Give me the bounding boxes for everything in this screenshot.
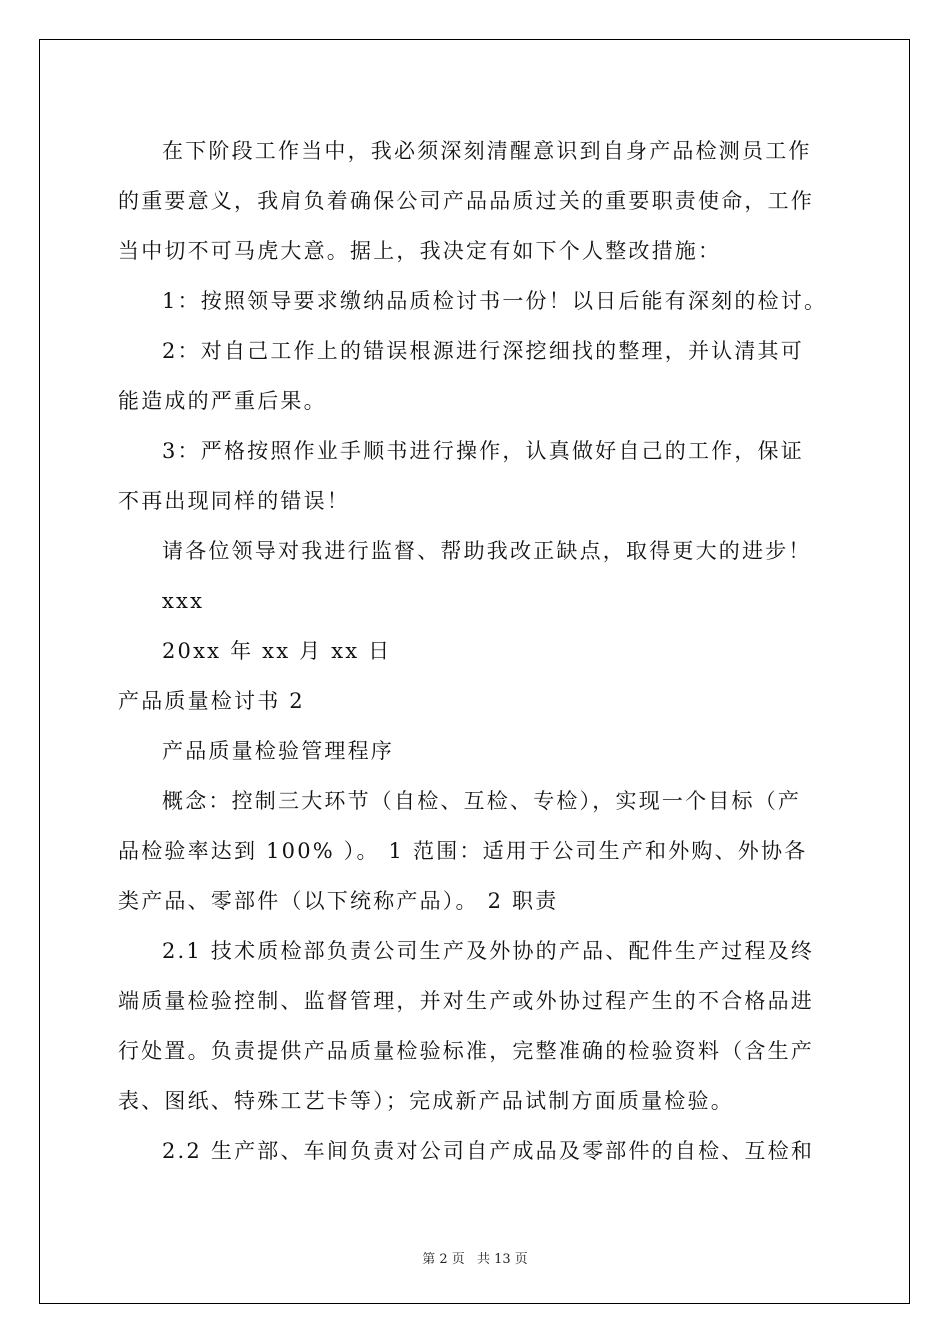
text-line: 在下阶段工作当中，我必须深刻清醒意识到自身产品检测员工作: [162, 139, 812, 163]
page-total: 共 13 页: [476, 1252, 528, 1267]
signature-date: 20xx 年 xx 月 xx 日: [162, 639, 392, 663]
text-line: 表、图纸、特殊工艺卡等）；完成新产品试制方面质量检验。: [118, 1089, 734, 1113]
text-line: 类产品、零部件（以下统称产品）。 2 职责: [118, 889, 559, 913]
text-line: 端质量检验控制、监督管理，并对生产或外协过程产生的不合格品进: [118, 989, 814, 1013]
text-line: 不再出现同样的错误！: [118, 489, 350, 513]
text-line: 行处置。负责提供产品质量检验标准，完整准确的检验资料（含生产: [118, 1039, 814, 1063]
text-line: 概念：控制三大环节（自检、互检、专检），实现一个目标（产: [162, 789, 802, 813]
subsection-title: 产品质量检验管理程序: [162, 739, 394, 763]
signature-name: xxx: [162, 589, 205, 613]
text-line: 当中切不可马虎大意。据上，我决定有如下个人整改措施：: [118, 239, 722, 263]
section-title: 产品质量检讨书 2: [118, 689, 305, 713]
page-footer: [0, 1248, 950, 1267]
text-line: 能造成的严重后果。: [118, 389, 327, 413]
text-line: 2.1 技术质检部负责公司生产及外协的产品、配件生产过程及终: [162, 939, 815, 963]
page-number: 第 2 页: [422, 1252, 465, 1267]
text-line: 请各位领导对我进行监督、帮助我改正缺点，取得更大的进步！: [162, 539, 812, 563]
text-line: 3：严格按照作业手顺书进行操作，认真做好自己的工作，保证: [162, 439, 804, 463]
text-line: 1：按照领导要求缴纳品质检讨书一份！以日后能有深刻的检讨。: [162, 289, 828, 313]
text-line: 2.2 生产部、车间负责对公司自产成品及零部件的自检、互检和: [162, 1139, 815, 1163]
text-line: 的重要意义，我肩负着确保公司产品品质过关的重要职责使命，工作: [118, 189, 814, 213]
text-line: 2：对自己工作上的错误根源进行深挖细找的整理，并认清其可: [162, 339, 804, 363]
text-line: 品检验率达到 100% ）。 1 范围：适用于公司生产和外购、外协各: [118, 839, 808, 863]
